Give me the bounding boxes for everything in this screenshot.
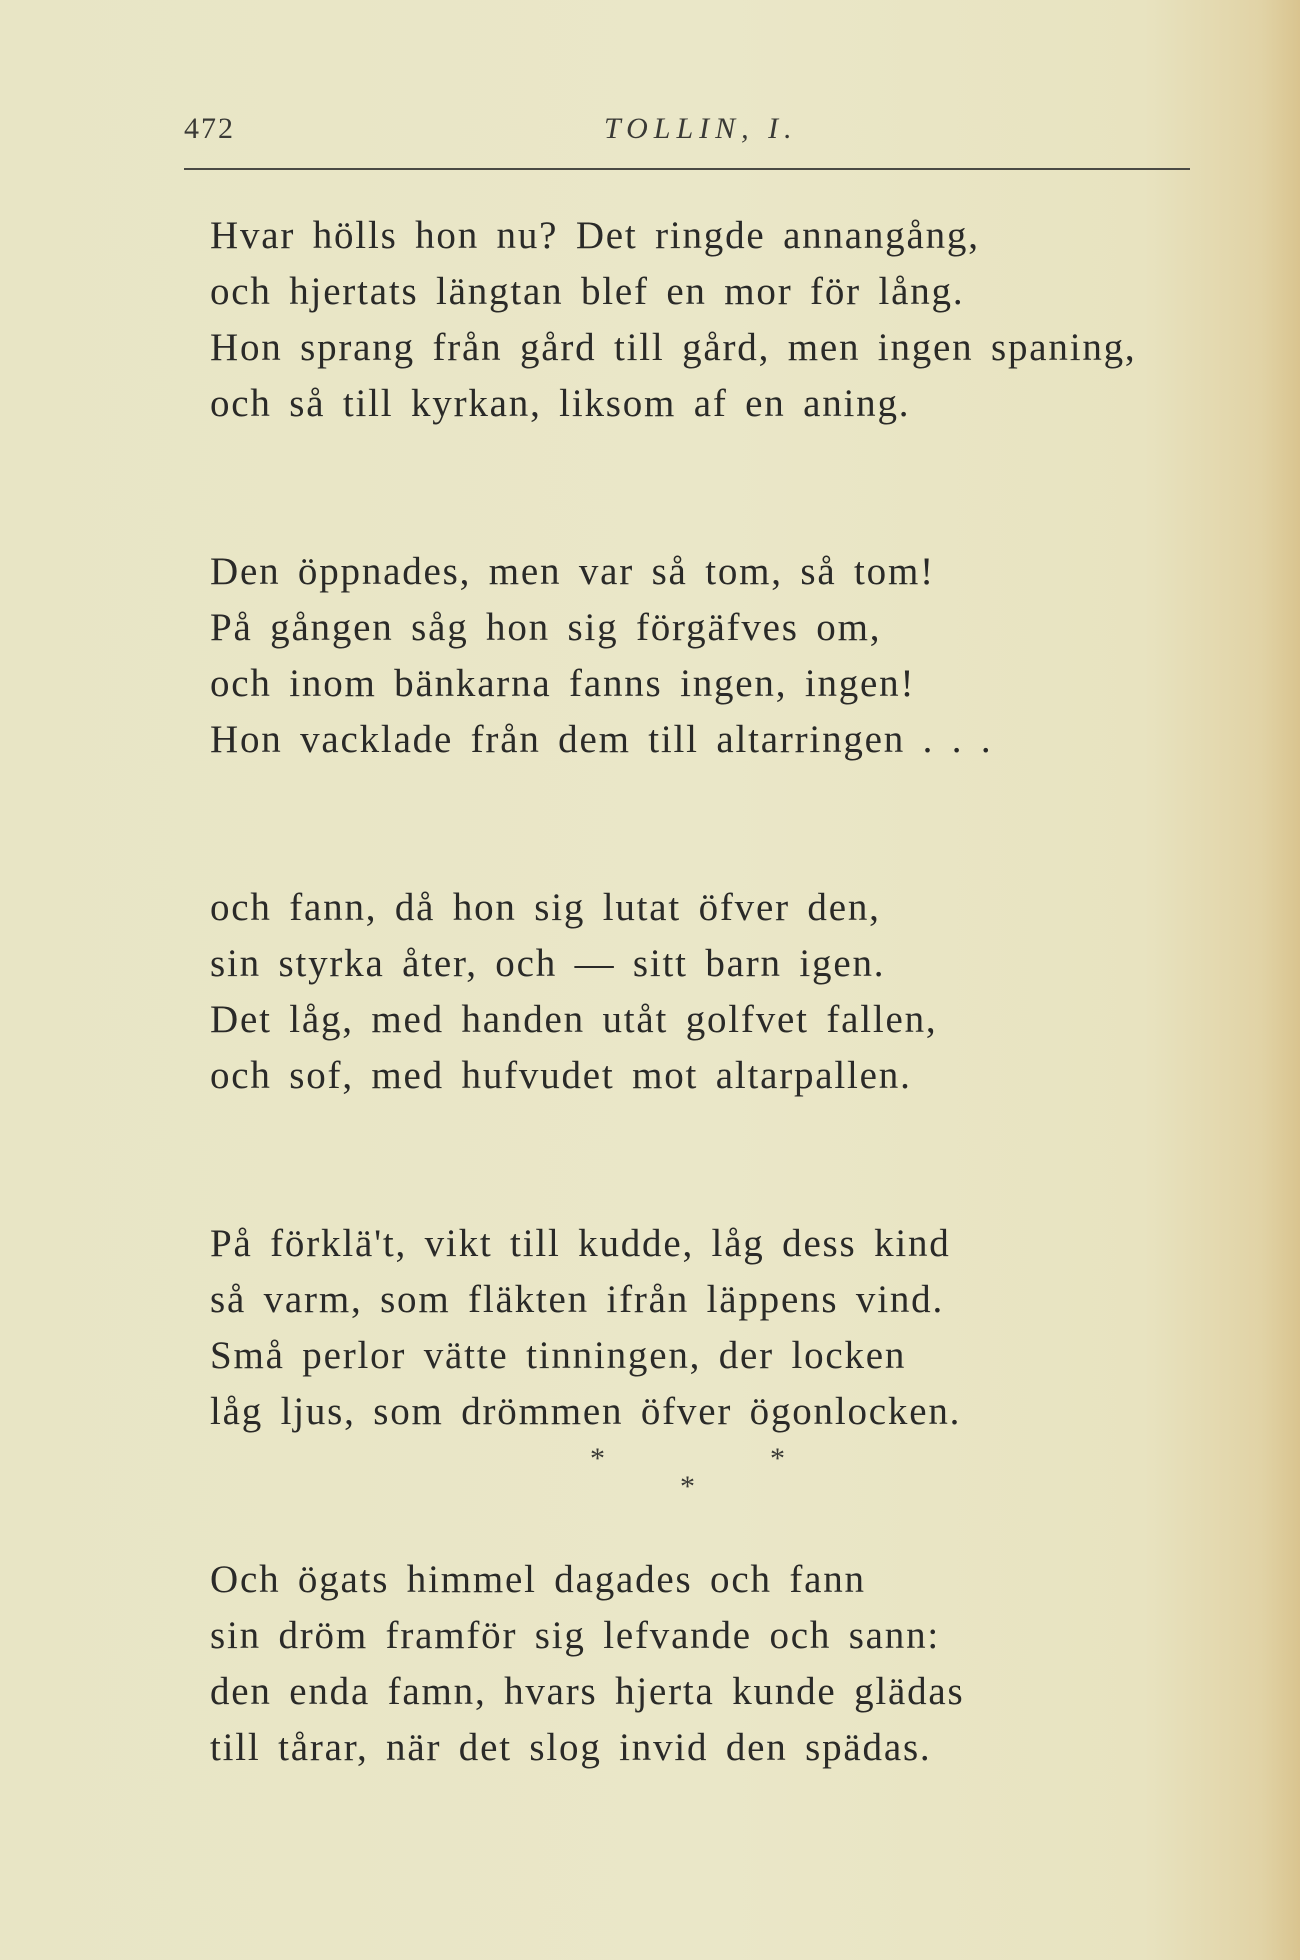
running-title: TOLLIN, I. xyxy=(604,112,798,145)
page-header xyxy=(184,112,1190,152)
poem-line: Små perlor vätte tinningen, der locken xyxy=(210,1334,907,1377)
page-number: 472 xyxy=(184,112,235,145)
stanza-5 xyxy=(210,1552,1210,1776)
stanza-2 xyxy=(210,544,1210,768)
poem-line: Hvar hölls hon nu? Det ringde annangång, xyxy=(210,214,980,257)
stanza-1 xyxy=(210,208,1210,432)
stanza-3 xyxy=(210,880,1210,1104)
poem-line: Hon vacklade från dem till altarringen . . . xyxy=(210,718,993,761)
header-rule xyxy=(184,168,1190,170)
poem-line: På gången såg hon sig förgäfves om, xyxy=(210,606,882,649)
poem-line: och så till kyrkan, liksom af en aning. xyxy=(210,382,911,425)
poem-line: Det låg, med handen utåt golfvet fallen, xyxy=(210,998,938,1041)
poem-line: och sof, med hufvudet mot altarpallen. xyxy=(210,1054,912,1097)
stanza-gap xyxy=(210,432,1210,544)
poem-line: till tårar, när det slog invid den spädas. xyxy=(210,1726,932,1769)
poem xyxy=(210,208,1210,1776)
poem-line: sin styrka åter, och — sitt barn igen. xyxy=(210,942,886,985)
poem-line: låg ljus, som drömmen öfver ögonlocken. xyxy=(210,1390,962,1433)
poem-line: så varm, som fläkten ifrån läppens vind. xyxy=(210,1278,944,1321)
poem-line: och hjertats längtan blef en mor för lång. xyxy=(210,270,965,313)
stanza-gap xyxy=(210,1104,1210,1216)
asterisk: * xyxy=(680,1470,695,1503)
poem-line: På förklä't, vikt till kudde, låg dess kind xyxy=(210,1222,951,1265)
poem-line: och inom bänkarna fanns ingen, ingen! xyxy=(210,662,916,705)
poem-line: den enda famn, hvars hjerta kunde glädas xyxy=(210,1670,965,1713)
stanza-gap xyxy=(210,768,1210,880)
poem-line: och fann, då hon sig lutat öfver den, xyxy=(210,886,881,929)
asterisk: * xyxy=(590,1442,605,1475)
stanza-4 xyxy=(210,1216,1210,1440)
section-break-asterism xyxy=(210,1440,1210,1552)
asterisk: * xyxy=(770,1442,785,1475)
poem-line: Den öppnades, men var så tom, så tom! xyxy=(210,550,935,593)
poem-line: Hon sprang från gård till gård, men ingen spaning, xyxy=(210,326,1137,369)
poem-line: sin dröm framför sig lefvande och sann: xyxy=(210,1614,941,1657)
poem-line: Och ögats himmel dagades och fann xyxy=(210,1558,866,1601)
